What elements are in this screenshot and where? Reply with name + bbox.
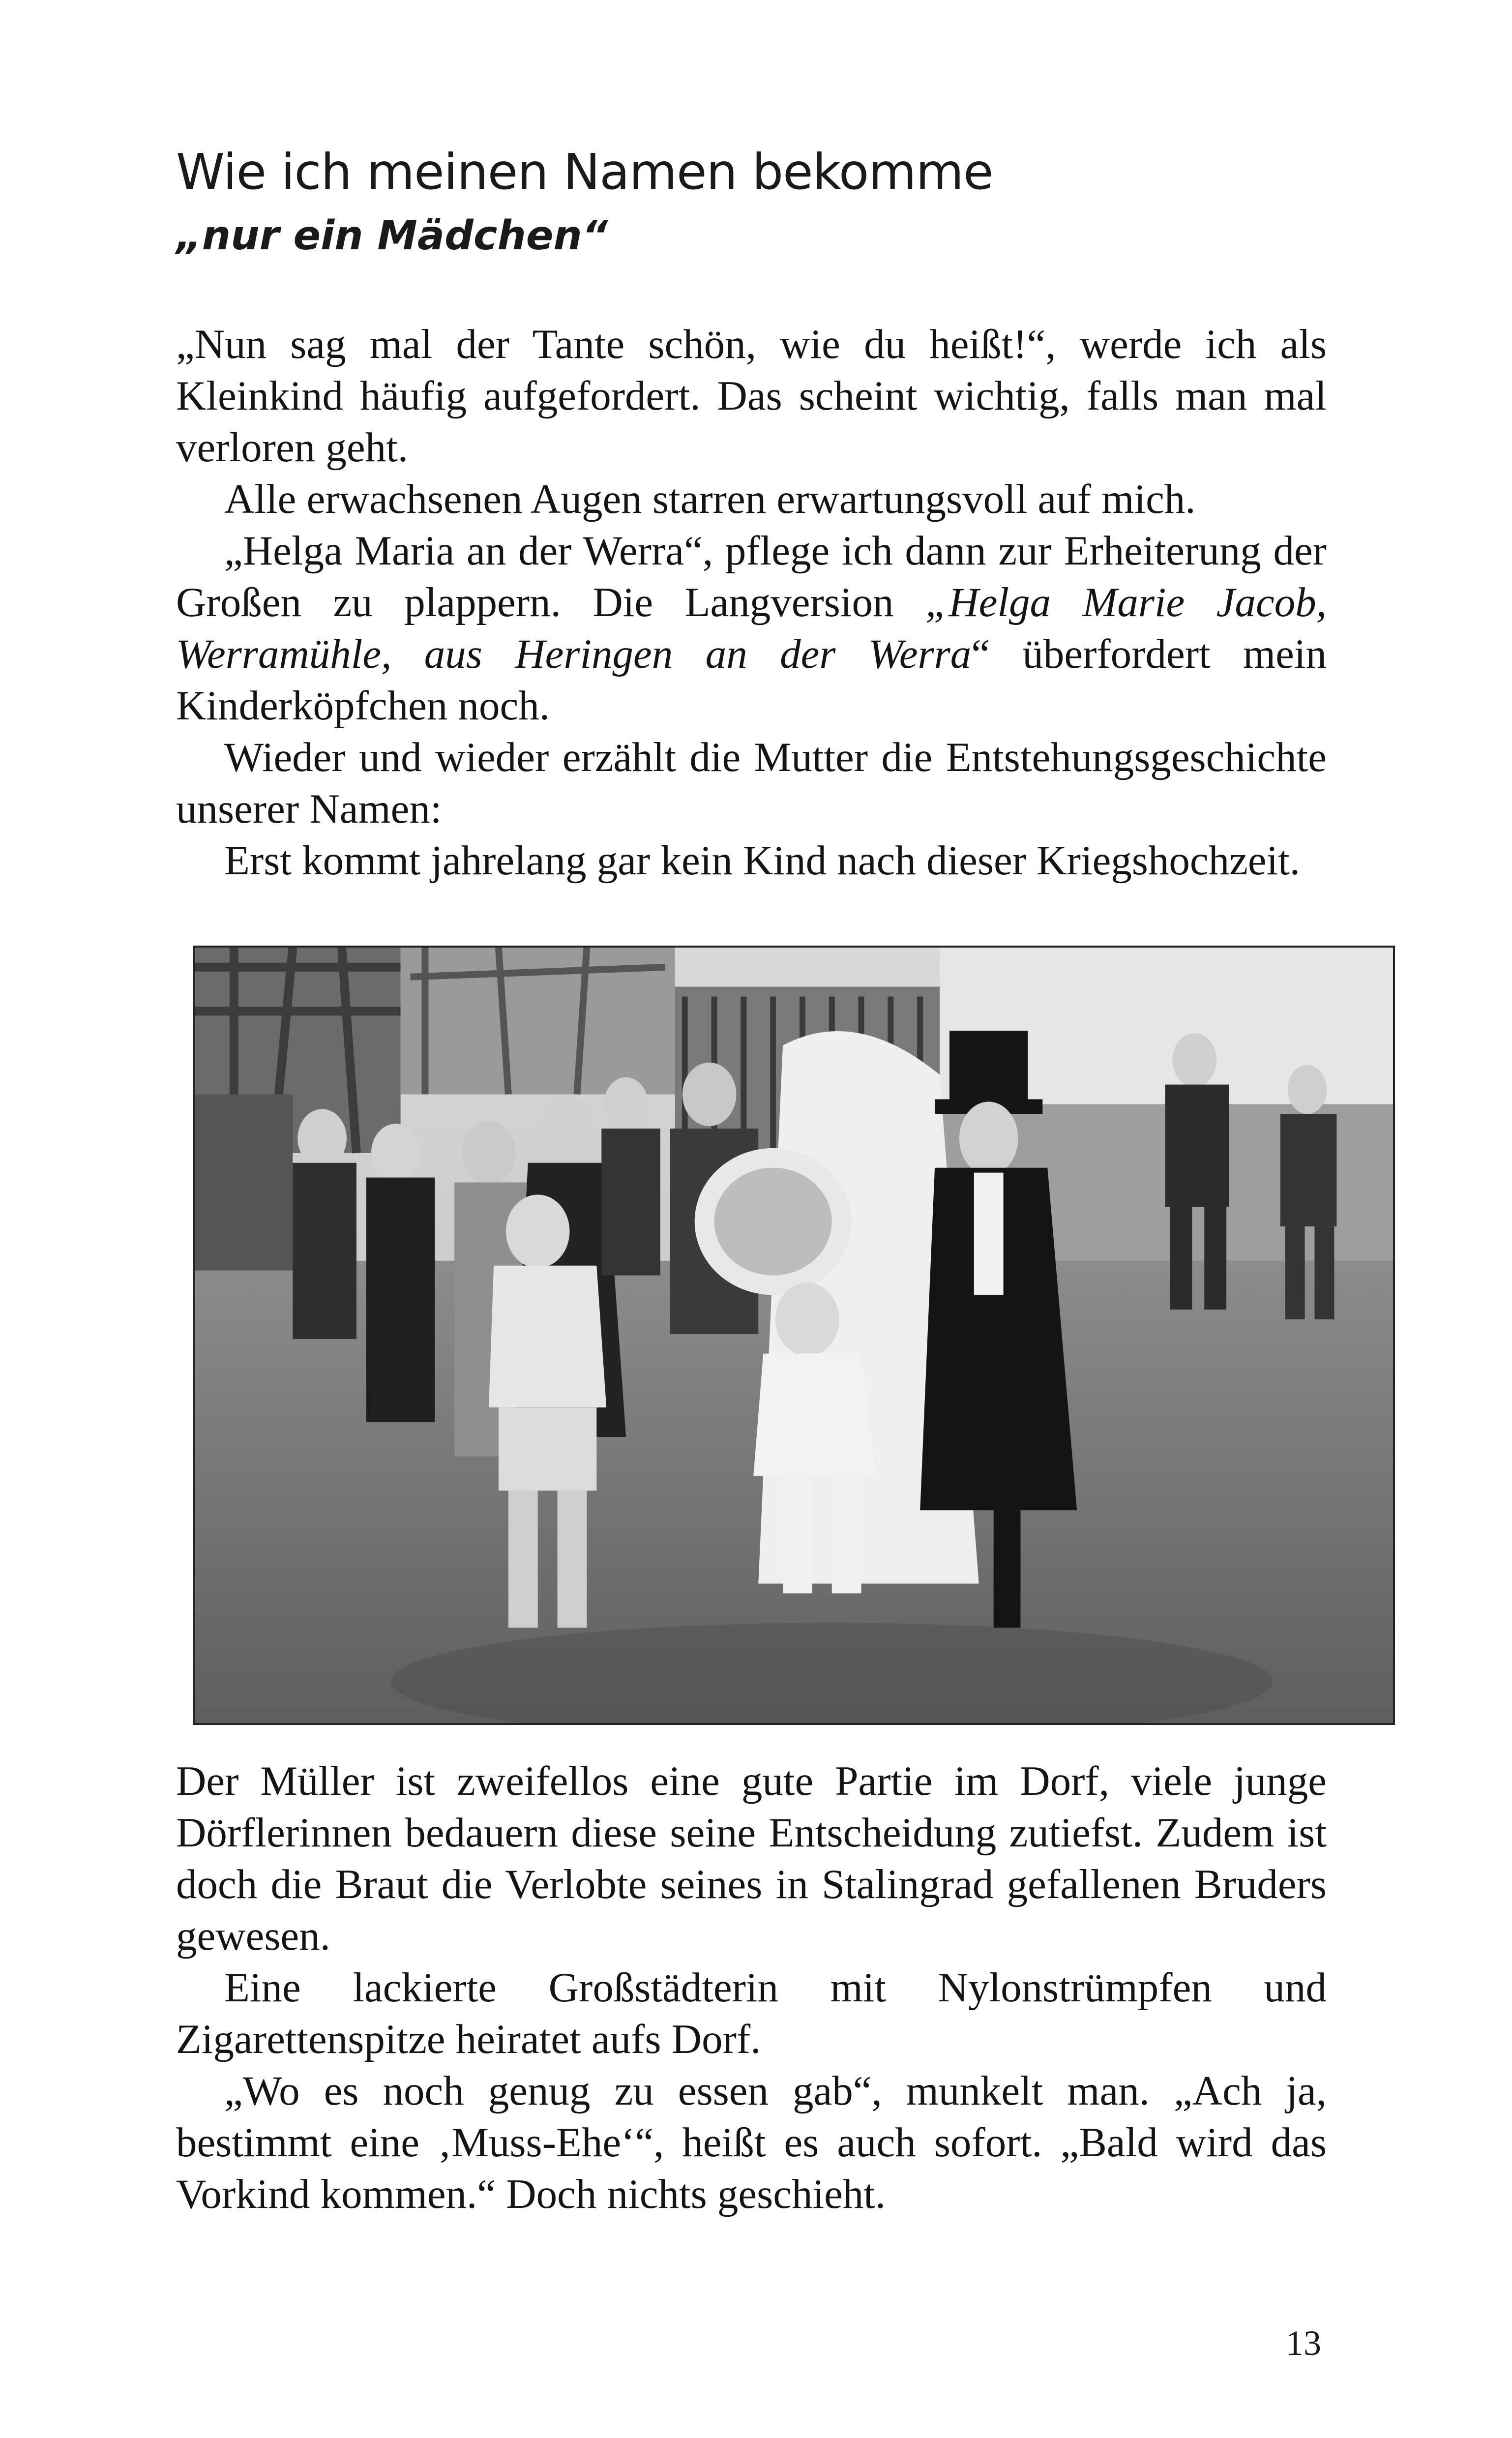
wedding-photo-illustration: [195, 948, 1393, 1723]
paragraph-text: „Helga Maria an der Werra“, pflege ich dann zur Erheiterung der Großen zu plappern. Die Langversion: [176, 528, 1327, 625]
page-number: 13: [1286, 2323, 1321, 2363]
paragraph: Eine lackierte Großstädterin mit Nylonstrümpfen und Zigarettenspitze heiratet aufs Dorf.: [176, 1964, 1327, 2062]
wedding-photo: [193, 946, 1395, 1725]
paragraph: Der Müller ist zweifellos eine gute Partie im Dorf, viele junge Dörflerinnen bedauern diese seine Entscheidung zutiefst. Zudem ist doch die Braut die Verlobte seines in Stalingrad gefallenen Bruders gewesen.: [176, 1758, 1327, 1959]
paragraph: Alle erwachsenen Augen starren erwartungsvoll auf mich.: [224, 476, 1196, 522]
paragraph: „Nun sag mal der Tante schön, wie du heißt!“, werde ich als Kleinkind häufig aufgefordert. Das scheint wichtig, falls man mal verloren geht.: [176, 321, 1327, 471]
chapter-title: Wie ich meinen Namen bekomme: [176, 143, 993, 201]
paragraph: Erst kommt jahrelang gar kein Kind nach dieser Kriegshochzeit.: [224, 837, 1301, 884]
paragraph: „Wo es noch genug zu essen gab“, munkelt man. „Ach ja, bestimmt eine ‚Muss-Ehe‘“, heißt es auch sofort. „Bald wird das Vorkind kommen.“ Doch nichts geschieht.: [176, 2068, 1327, 2217]
chapter-subtitle: „nur ein Mädchen“: [176, 212, 608, 259]
paragraph: [176, 525, 1327, 732]
text-block-after-photo: [176, 1755, 1327, 2220]
paragraph-text: “ überfordert mein Kinderköpfchen noch.: [176, 631, 1327, 729]
paragraph-italic-text: „Helga Marie Jacob, Werramühle, aus Heringen an der Werra: [176, 579, 1327, 677]
text-block-before-photo: [176, 319, 1327, 887]
paragraph: Wieder und wieder erzählt die Mutter die Entstehungsgeschichte unserer Namen:: [176, 734, 1327, 832]
